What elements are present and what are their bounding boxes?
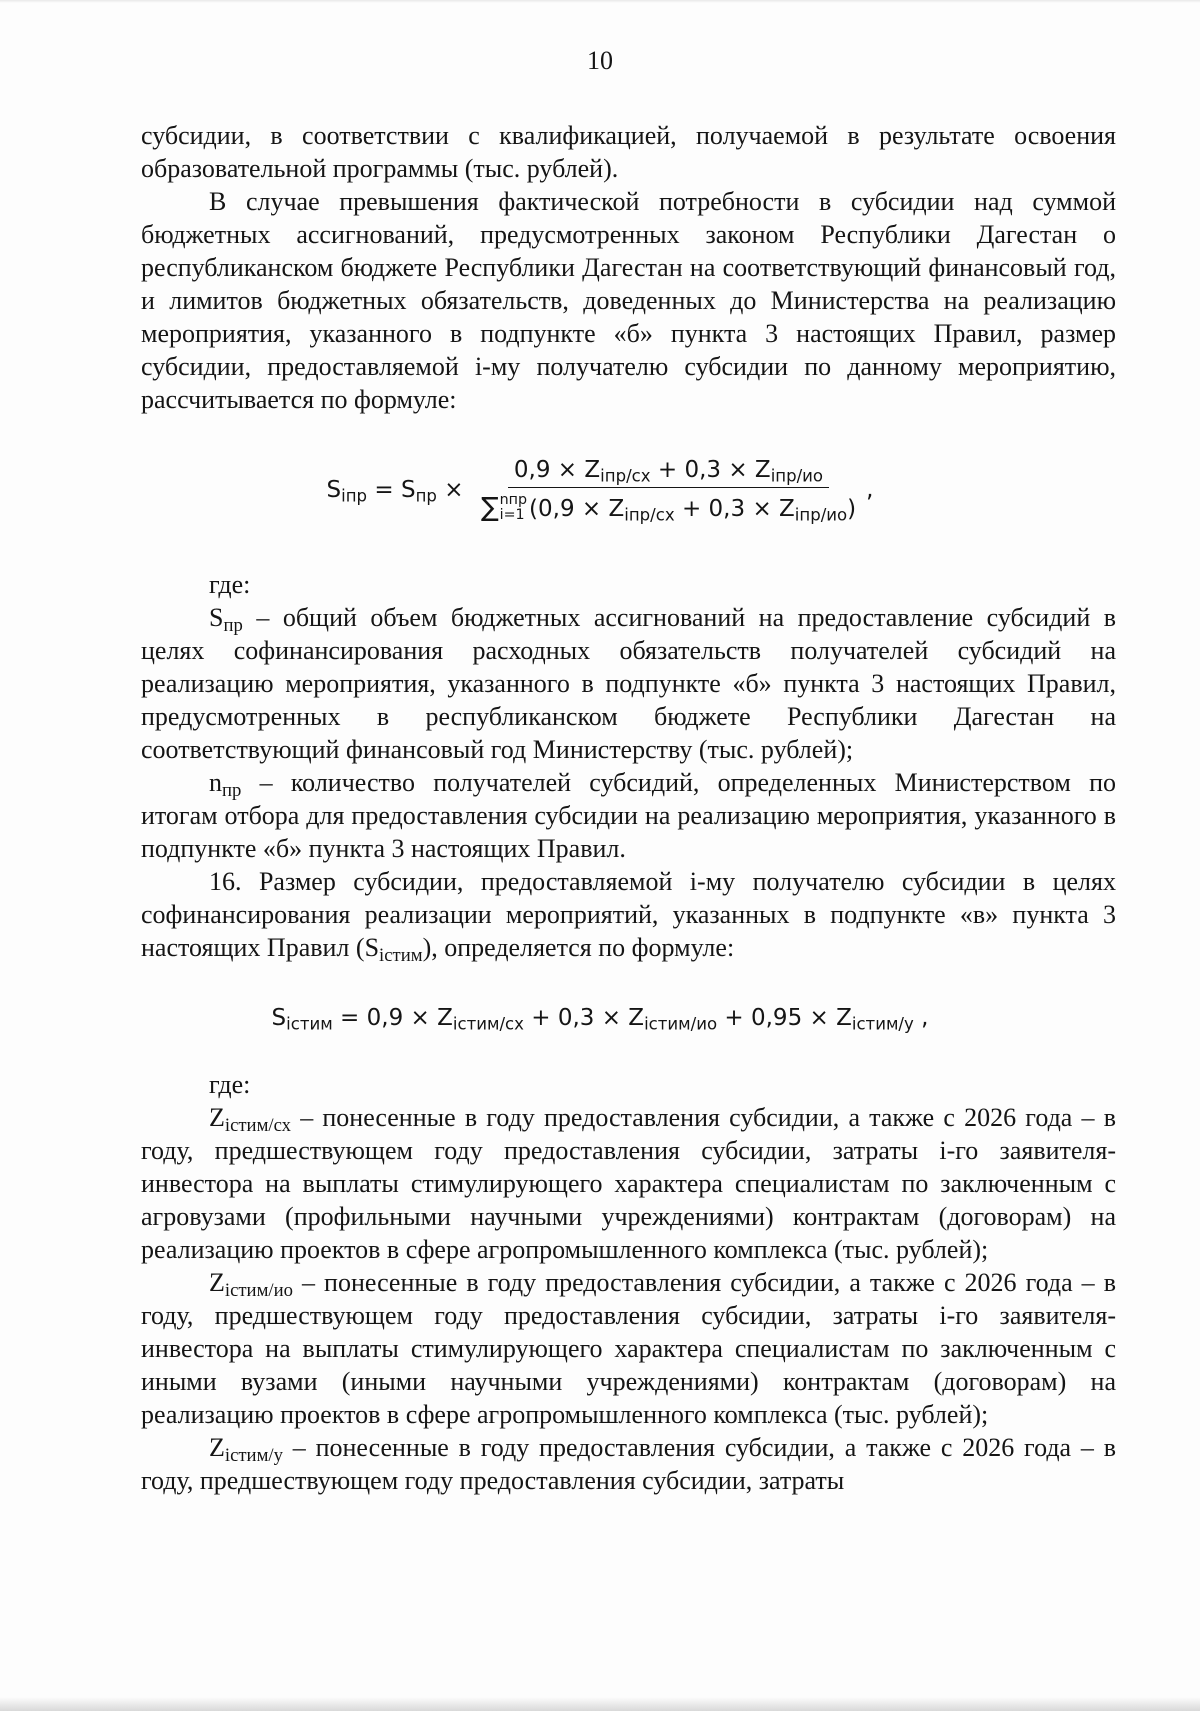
fraction-denominator: ∑ nпр i=1 $(0,9 \times Z_{iпр/сх} + 0,3 \times Z_{iпр/ио})$ — [480, 491, 857, 525]
formula-s-ipr — [0, 440, 1200, 540]
text-block-intro — [141, 119, 1116, 416]
text-block-definitions-2 — [141, 1068, 1116, 1497]
formula2-z-sx: $Z_{iстим/сх}$ — [437, 1005, 524, 1034]
page-number: 10 — [587, 46, 613, 75]
definition-z-y: $Z_{iстим/у}$ – понесенные в году предоставления субсидии, а также с 2026 года – в году, предшествующем году предоставления субсидии, затраты — [141, 1433, 1116, 1495]
definition-z-sx: $Z_{iстим/сх}$ – понесенные в году предоставления субсидии, а также с 2026 года – в году, предшествующем году предоставления субсидии, затраты i-го заявителя-инвестора на выплаты стимулирующего характера специалистам по заключенным с агровузами (профильными научными учреждениями) контрактам (договорам) на реализацию проектов в сфере агропромышленного комплекса (тыс. рублей); — [141, 1103, 1116, 1264]
definition-z-io: $Z_{iстим/ио}$ – понесенные в году предоставления субсидии, а также с 2026 года – в году, предшествующем году предоставления субсидии, затраты i-го заявителя-инвестора на выплаты стимулирующего характера специалистам по заключенным с иными вузами (иными научными учреждениями) контрактам (договорам) на реализацию проектов в сфере агропромышленного комплекса (тыс. рублей); — [141, 1268, 1116, 1429]
formula2-z-y: $Z_{iстим/у}$ — [836, 1005, 914, 1034]
formula2-plus-b: + 0,95 × — [717, 1005, 837, 1031]
formula-lhs: $S_{iпр}$ — [326, 477, 368, 506]
sum-operator: ∑ nпр i=1 — [480, 491, 528, 523]
definition-s-pr: $S_{пр}$ – общий объем бюджетных ассигнований на предоставление субсидий в целях софинансирования расходных обязательств получателей субсидий на реализацию мероприятия, указанного в подпункте «б» пункта 3 настоящих Правил, предусмотренных в республиканском бюджете Республики Дагестан на соответствующий финансовый год Министерству (тыс. рублей); — [141, 603, 1116, 764]
formula2-z-io: $Z_{iстим/ио}$ — [628, 1005, 718, 1034]
scan-edge-bottom — [0, 1697, 1200, 1711]
formula2-comma: , — [913, 1005, 929, 1031]
sum-lower-limit: i=1 — [499, 506, 525, 523]
formula2-lhs: $S_{iстим}$ — [271, 1005, 333, 1034]
formula2-plus-a: + 0,3 × — [523, 1005, 629, 1031]
fraction — [475, 457, 862, 523]
paragraph-16: 16. Размер субсидии, предоставляемой i-му получателю субсидии в целях софинансирования реализации мероприятий, указанных в подпункте «в» пункта 3 настоящих Правил $(S_{iстим})$, определяется по формуле: — [141, 867, 1116, 967]
formula2-eq: = 0,9 × — [332, 1005, 438, 1031]
equals-sign: = — [367, 477, 401, 503]
scan-edge-top — [0, 0, 1200, 3]
paragraph-excess-need: В случае превышения фактической потребности в субсидии над суммой бюджетных ассигнований, предусмотренных законом Республики Дагестан о республиканском бюджете Республики Дагестан на соответствующий финансовый год, и лимитов бюджетных обязательств, доведенных до Министерства на реализацию мероприятия, указанного в подпункте «б» пункта 3 настоящих Правил, размер субсидии, предоставляемой i-му получателю субсидии по данному мероприятию, рассчитывается по формуле: — [141, 187, 1116, 414]
formula-s-pr: $S_{пр}$ — [400, 477, 437, 506]
formula-comma: , — [866, 477, 874, 503]
definition-n-pr: $n_{пр}$ – количество получателей субсидий, определенных Министерством по итогам отбора для предоставления субсидии на реализацию мероприятия, указанного в подпункте «б» пункта 3 настоящих Правил. — [141, 768, 1116, 863]
times-sign: × — [436, 477, 471, 503]
text-block-definitions-1 — [141, 568, 1116, 967]
sum-upper-limit: nпр — [499, 491, 528, 508]
fraction-numerator: $0,9 \times Z_{iпр/сх} + 0,3 \times Z_{iпр/ио}$ — [508, 457, 829, 488]
where-label: где: — [209, 570, 251, 599]
paragraph-continuation: субсидии, в соответствии с квалификацией, получаемой в результате освоения образовательной программы (тыс. рублей). — [141, 121, 1116, 183]
formula-s-istim — [0, 996, 1200, 1040]
where-label-2: где: — [209, 1070, 251, 1099]
